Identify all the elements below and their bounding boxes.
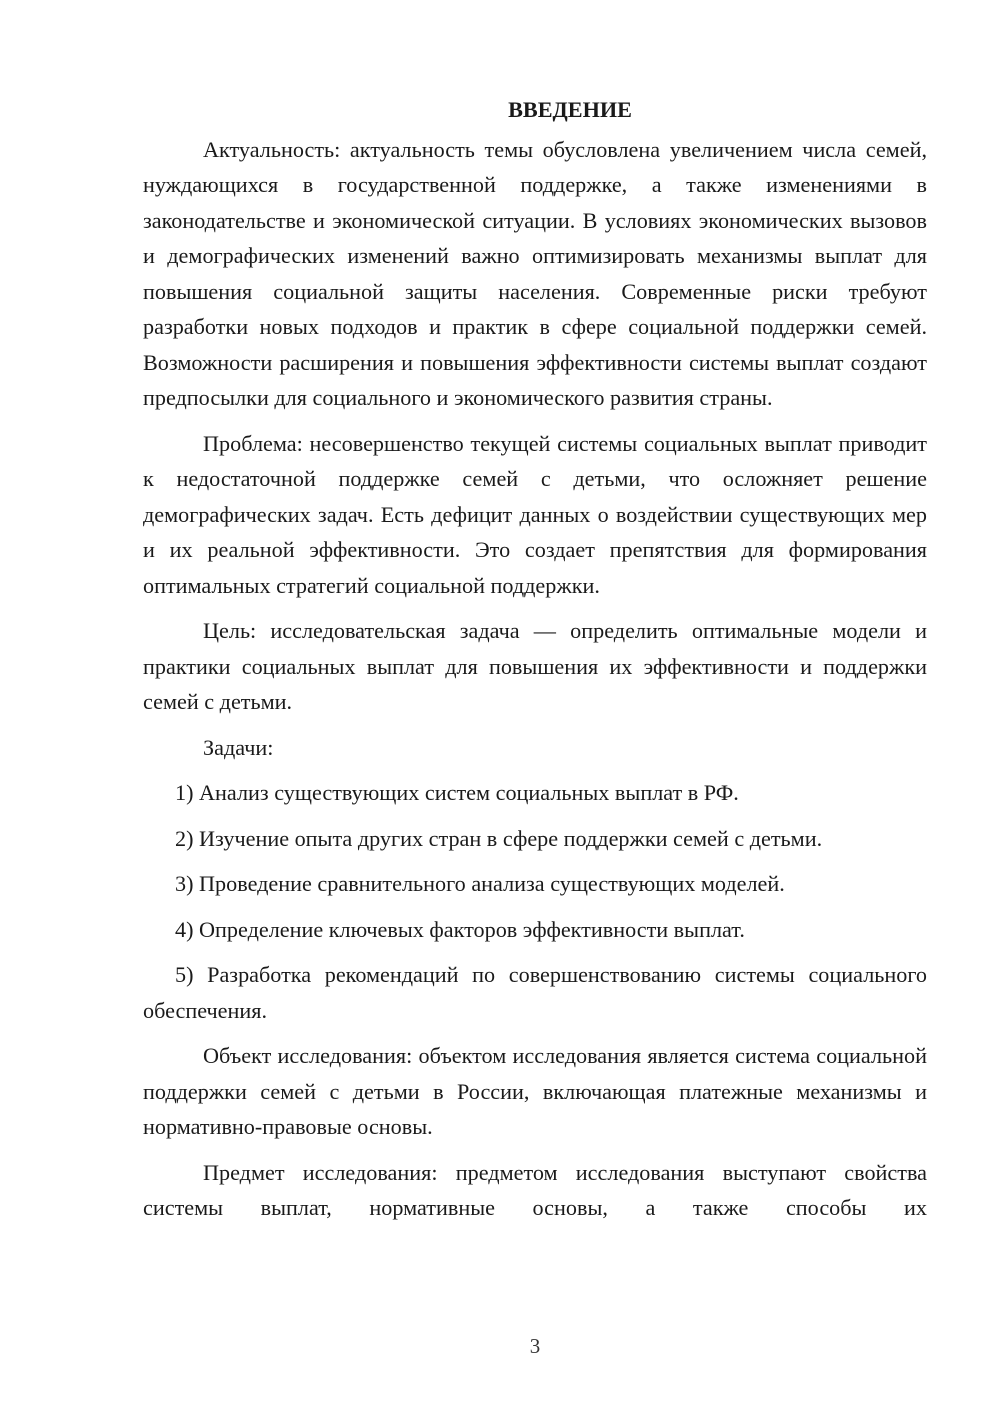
page-title: ВВЕДЕНИЕ	[508, 97, 632, 122]
paragraph-tasks-heading: Задачи:	[203, 734, 274, 760]
paragraph-subject: Предмет исследования: предметом исследования выступают свойства системы выплат, нормативные основы, а также способы их	[143, 1159, 927, 1220]
paragraph-object: Объект исследования: объектом исследования является система социальной поддержки семей с детьми в России, включающая платежные механизмы и нормативно-правовые основы.	[143, 1043, 927, 1139]
page-number: 3	[529, 1334, 541, 1358]
task-item-1: 1) Анализ существующих систем социальных выплат в РФ.	[175, 780, 739, 805]
task-item-3: 3) Проведение сравнительного анализа существующих моделей.	[175, 871, 785, 896]
document-page	[143, 92, 927, 1236]
paragraph-relevance: Актуальность: актуальность темы обусловлена увеличением числа семей, нуждающихся в государственной поддержке, а также изменениями в законодательстве и экономической ситуации. В условиях экономических вызовов и демографических изменений важно оптимизировать механизмы выплат для повышения социальной защиты населения. Современные риски требуют разработки новых подходов и практик в сфере социальной поддержки семей. Возможности расширения и повышения эффективности системы выплат создают предпосылки для социального и экономического развития страны.	[143, 136, 927, 410]
task-item-4: 4) Определение ключевых факторов эффективности выплат.	[175, 916, 745, 942]
task-item-2: 2) Изучение опыта других стран в сфере поддержки семей с детьми.	[175, 825, 823, 851]
paragraph-goal: Цель: исследовательская задача — определить оптимальные модели и практики социальных выплат для повышения их эффективности и поддержки семей с детьми.	[143, 618, 927, 714]
task-item-5: 5) Разработка рекомендаций по совершенствованию системы социального обеспечения.	[143, 962, 927, 1023]
paragraph-problem: Проблема: несовершенство текущей системы социальных выплат приводит к недостаточной поддержке семей с детьми, что осложняет решение демографических задач. Есть дефицит данных о воздействии существующих мер и их реальной эффективности. Это создает препятствия для формирования оптимальных стратегий социальной поддержки.	[143, 430, 927, 598]
